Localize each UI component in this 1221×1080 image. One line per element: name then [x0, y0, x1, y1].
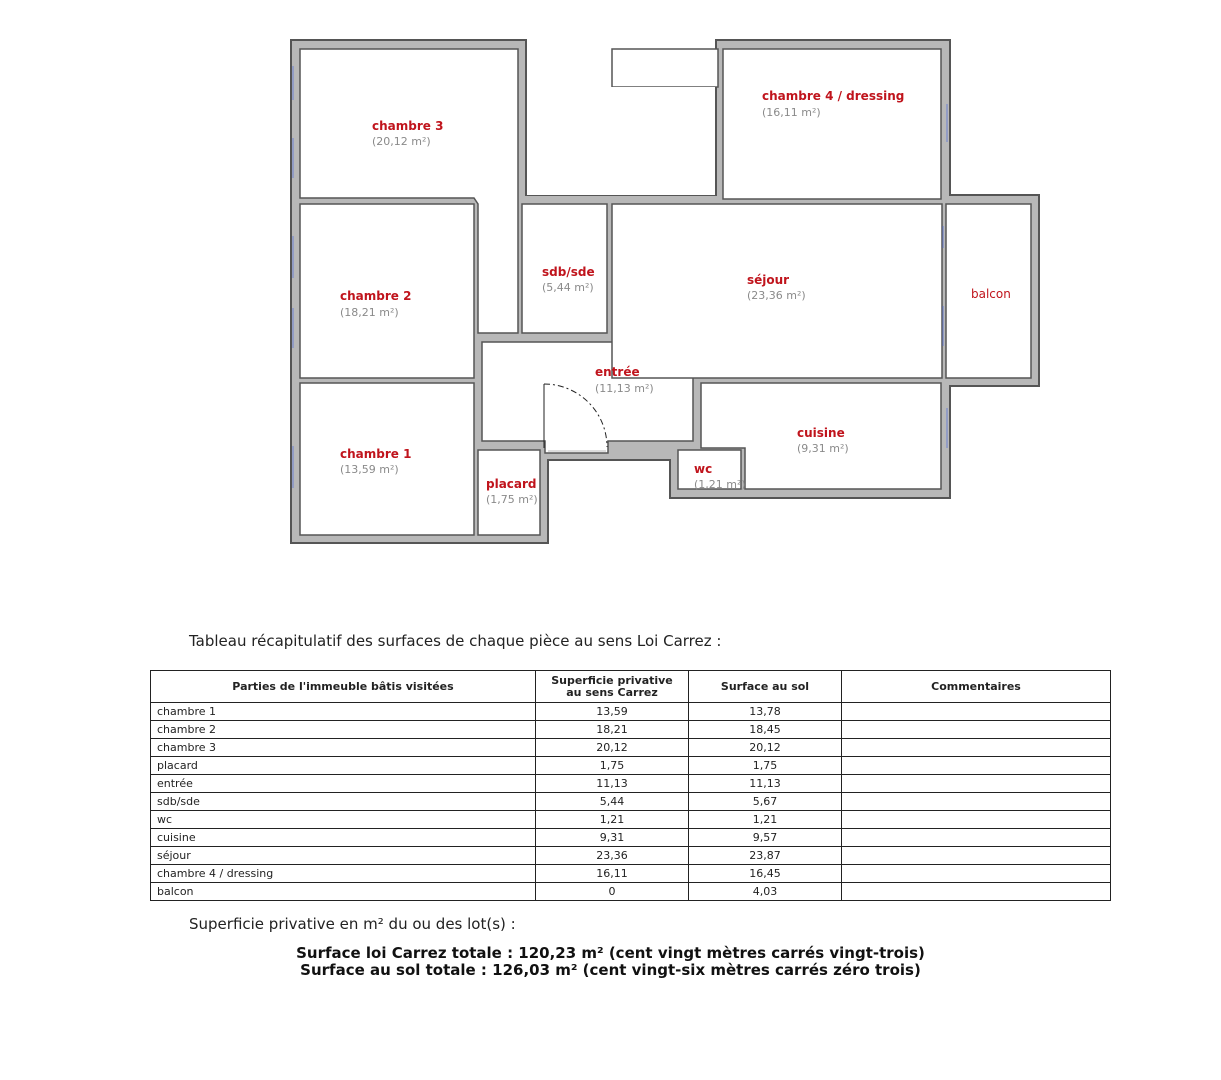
cell-commentaire [842, 703, 1111, 721]
cell-commentaire [842, 883, 1111, 901]
table-intro: Tableau récapitulatif des surfaces de chaque pièce au sens Loi Carrez : [189, 632, 722, 650]
table-header-row [151, 671, 1111, 703]
cell-partie: chambre 3 [151, 739, 536, 757]
cell-sol: 1,75 [689, 757, 842, 775]
table-row [151, 793, 1111, 811]
cell-partie: sdb/sde [151, 793, 536, 811]
cell-carrez: 16,11 [536, 865, 689, 883]
cell-sol: 4,03 [689, 883, 842, 901]
header-sol: Surface au sol [689, 671, 842, 703]
label-chambre-1: chambre 1 [340, 447, 412, 461]
header-parties: Parties de l'immeuble bâtis visitées [151, 671, 536, 703]
cell-carrez: 23,36 [536, 847, 689, 865]
table-row [151, 811, 1111, 829]
cell-partie: chambre 1 [151, 703, 536, 721]
cell-commentaire [842, 721, 1111, 739]
label-sejour: séjour [747, 273, 790, 287]
table-row [151, 865, 1111, 883]
cell-sol: 16,45 [689, 865, 842, 883]
label-chambre-2: chambre 2 [340, 289, 412, 303]
cell-commentaire [842, 739, 1111, 757]
area-entree: (11,13 m²) [595, 382, 654, 395]
cell-commentaire [842, 811, 1111, 829]
table-row [151, 703, 1111, 721]
header-commentaires: Commentaires [842, 671, 1111, 703]
label-placard: placard [486, 477, 537, 491]
cell-carrez: 11,13 [536, 775, 689, 793]
label-wc: wc [694, 462, 713, 476]
cell-partie: cuisine [151, 829, 536, 847]
cell-sol: 18,45 [689, 721, 842, 739]
cell-carrez: 5,44 [536, 793, 689, 811]
room-chambre-4 [723, 49, 941, 199]
total-sol: Surface au sol totale : 126,03 m² (cent vingt-six mètres carrés zéro trois) [300, 961, 921, 979]
area-sejour: (23,36 m²) [747, 289, 806, 302]
cell-sol: 13,78 [689, 703, 842, 721]
table-row [151, 721, 1111, 739]
cell-commentaire [842, 847, 1111, 865]
area-chambre-2: (18,21 m²) [340, 306, 399, 319]
surface-table [150, 670, 1111, 901]
cell-sol: 5,67 [689, 793, 842, 811]
label-chambre-4: chambre 4 / dressing [762, 89, 905, 103]
table-row [151, 847, 1111, 865]
total-carrez: Surface loi Carrez totale : 120,23 m² (cent vingt mètres carrés vingt-trois) [296, 944, 925, 962]
cell-sol: 20,12 [689, 739, 842, 757]
table-row [151, 775, 1111, 793]
area-chambre-3: (20,12 m²) [372, 135, 431, 148]
cell-commentaire [842, 829, 1111, 847]
cell-commentaire [842, 865, 1111, 883]
subtotal-label: Superficie privative en m² du ou des lot(s) : [189, 915, 516, 933]
cell-carrez: 1,75 [536, 757, 689, 775]
cell-carrez: 13,59 [536, 703, 689, 721]
table-row [151, 883, 1111, 901]
cell-partie: chambre 2 [151, 721, 536, 739]
header-carrez: Superficie privative au sens Carrez [536, 671, 689, 703]
cell-carrez: 1,21 [536, 811, 689, 829]
area-chambre-1: (13,59 m²) [340, 463, 399, 476]
area-placard: (1,75 m²) [486, 493, 538, 506]
table-row [151, 739, 1111, 757]
cell-commentaire [842, 757, 1111, 775]
label-cuisine: cuisine [797, 426, 845, 440]
cell-partie: placard [151, 757, 536, 775]
cell-carrez: 9,31 [536, 829, 689, 847]
cell-sol: 23,87 [689, 847, 842, 865]
table-row [151, 829, 1111, 847]
closet-top [612, 49, 718, 87]
cell-partie: chambre 4 / dressing [151, 865, 536, 883]
cell-partie: séjour [151, 847, 536, 865]
cell-sol: 11,13 [689, 775, 842, 793]
cell-carrez: 0 [536, 883, 689, 901]
area-cuisine: (9,31 m²) [797, 442, 849, 455]
label-sdb-sde: sdb/sde [542, 265, 595, 279]
corridor-gap [527, 87, 715, 195]
cell-commentaire [842, 775, 1111, 793]
label-balcon: balcon [971, 287, 1011, 301]
cell-sol: 9,57 [689, 829, 842, 847]
cell-partie: wc [151, 811, 536, 829]
cell-commentaire [842, 793, 1111, 811]
area-sdb-sde: (5,44 m²) [542, 281, 594, 294]
cell-sol: 1,21 [689, 811, 842, 829]
label-entree: entrée [595, 365, 640, 379]
table-row [151, 757, 1111, 775]
cell-partie: balcon [151, 883, 536, 901]
cell-carrez: 18,21 [536, 721, 689, 739]
area-wc: (1,21 m²) [694, 478, 746, 491]
label-chambre-3: chambre 3 [372, 119, 444, 133]
cell-carrez: 20,12 [536, 739, 689, 757]
area-chambre-4: (16,11 m²) [762, 106, 821, 119]
cell-partie: entrée [151, 775, 536, 793]
